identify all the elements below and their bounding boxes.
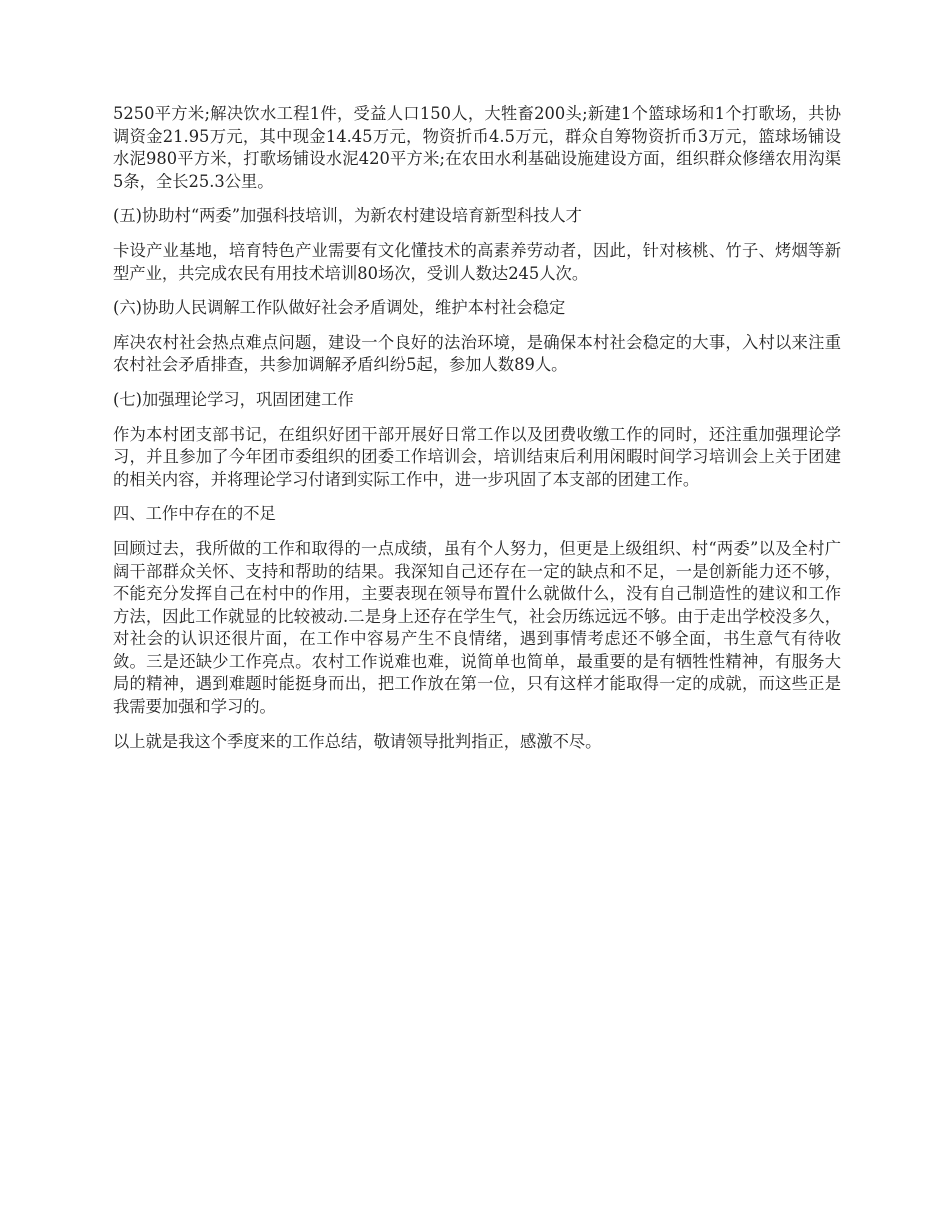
paragraph-mediation: 库决农村社会热点难点问题，建设一个良好的法治环境，是确保本村社会稳定的大事，入村以来注重农村社会矛盾排查，共参加调解矛盾纠纷5起，参加人数89人。 [113, 332, 841, 375]
paragraph-training: 卡设产业基地，培育特色产业需要有文化懂技术的高素养劳动者，因此，针对核桃、竹子、烤烟等新型产业，共完成农民有用技术培训80场次，受训人数达245人次。 [113, 240, 841, 283]
paragraph-theory-study: 作为本村团支部书记，在组织好团干部开展好日常工作以及团费收缴工作的同时，还注重加强理论学习，并且参加了今年团市委组织的团委工作培训会，培训结束后利用闲暇时间学习培训会上关于团建的相关内容，并将理论学习付诸到实际工作中，进一步巩固了本支部的团建工作。 [113, 424, 841, 489]
heading-shortcomings: 四、工作中存在的不足 [113, 504, 276, 524]
heading-section-7: (七)加强理论学习，巩固团建工作 [113, 389, 354, 409]
document-body [113, 103, 841, 765]
heading-section-6: (六)协助人民调解工作队做好社会矛盾调处，维护本村社会稳定 [113, 298, 566, 318]
heading-section-5: (五)协助村“两委”加强科技培训，为新农村建设培育新型科技人才 [113, 206, 582, 226]
paragraph-shortcomings: 回顾过去，我所做的工作和取得的一点成绩，虽有个人努力，但更是上级组织、村“两委”以及全村广阔干部群众关怀、支持和帮助的结果。我深知自己还存在一定的缺点和不足，一是创新能力还不够，不能充分发挥自己在村中的作用，主要表现在领导布置什么就做什么，没有自己制造性的建议和工作方法，因此工作就显的比较被动.二是身上还存在学生气，社会历练远远不够。由于走出学校没多久，对社会的认识还很片面，在工作中容易产生不良情绪，遇到事情考虑还不够全面，书生意气有待收敛。三是还缺少工作亮点。农村工作说难也难，说简单也简单，最重要的是有牺牲性精神，有服务大局的精神，遇到难题时能挺身而出，把工作放在第一位，只有这样才能取得一定的成就，而这些正是我需要加强和学习的。 [113, 538, 841, 717]
paragraph-closing: 以上就是我这个季度来的工作总结，敬请领导批判指正，感激不尽。 [113, 731, 602, 751]
paragraph-infrastructure: 5250平方米;解决饮水工程1件，受益人口150人，大牲畜200头;新建1个篮球场和1个打歌场，共协调资金21.95万元，其中现金14.45万元，物资折币4.5万元，群众自筹物资折币3万元，篮球场铺设水泥980平方米，打歌场铺设水泥420平方米;在农田水利基础设施建设方面，组织群众修缮农用沟渠5条，全长25.3公里。 [113, 104, 841, 191]
